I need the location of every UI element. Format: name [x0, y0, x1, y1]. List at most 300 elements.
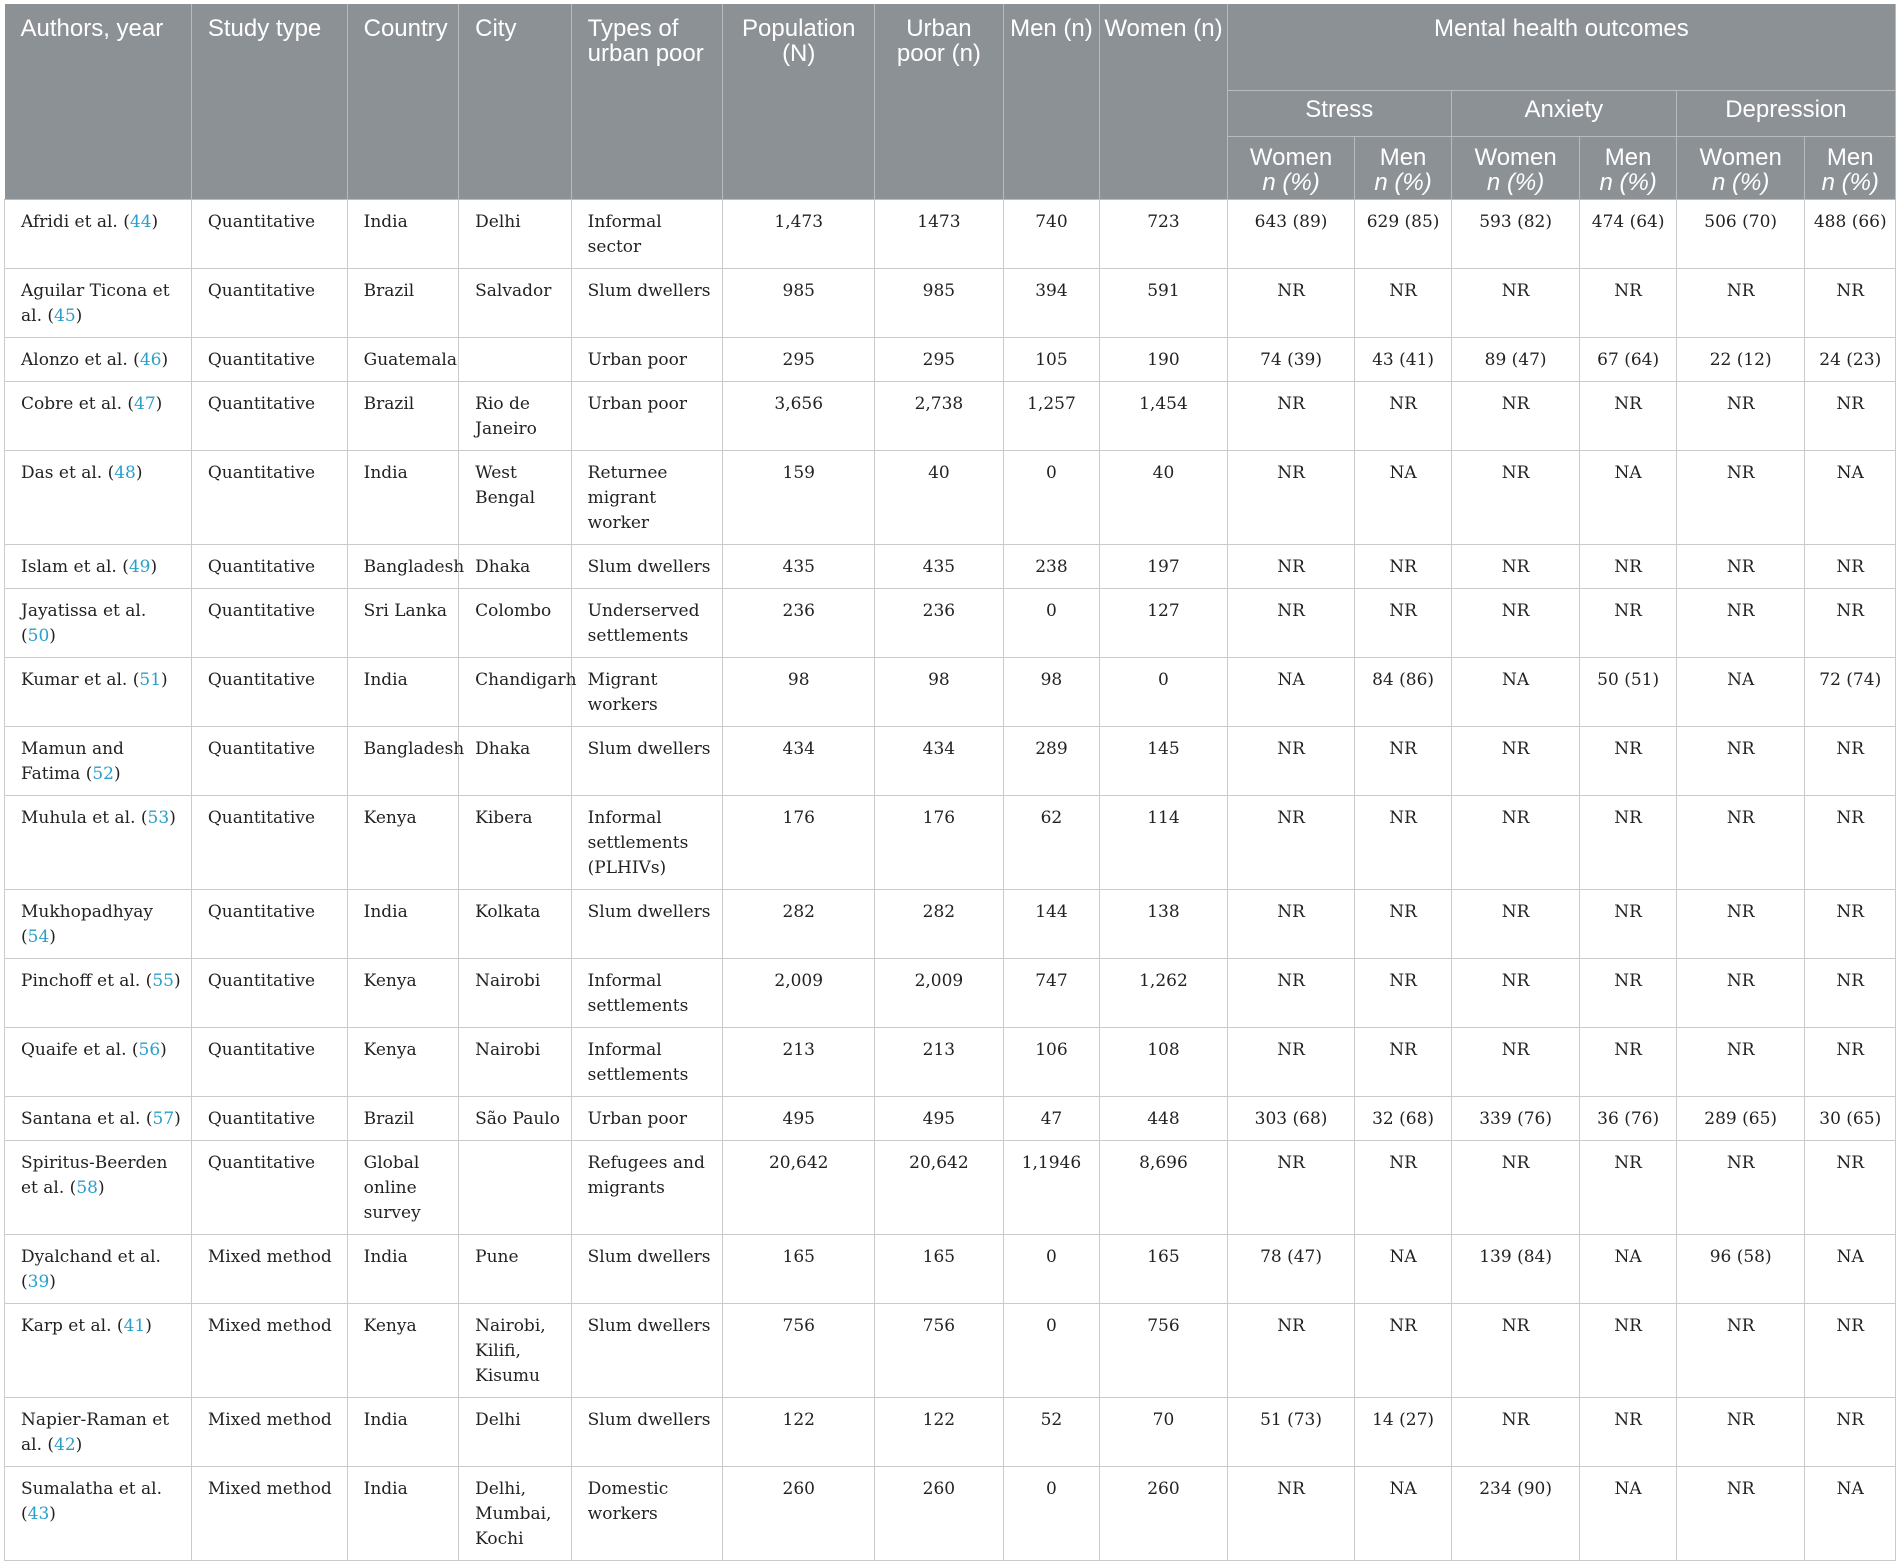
cell-author: [5, 890, 192, 959]
cell-women: 138: [1100, 890, 1228, 959]
cell-city: Kibera: [459, 796, 572, 890]
reference-link[interactable]: 49: [128, 557, 151, 577]
cell-men: 0: [1003, 1467, 1099, 1561]
cell-men: 289: [1003, 727, 1099, 796]
cell-anxiety-men: NR: [1580, 1028, 1676, 1097]
cell-author: [5, 658, 192, 727]
author-close-paren: ): [145, 1316, 152, 1336]
header-city: City: [459, 4, 572, 200]
cell-stress-women: NR: [1227, 1028, 1355, 1097]
header-stress-men: [1355, 137, 1451, 200]
cell-anxiety-women: 234 (90): [1451, 1467, 1580, 1561]
author-close-paren: ): [161, 350, 169, 370]
author-text: Afridi et al. (: [21, 212, 130, 232]
cell-author: [5, 959, 192, 1028]
header-authors: Authors, year: [5, 4, 192, 200]
cell-country: Global online survey: [347, 1141, 459, 1235]
header-depression: Depression: [1676, 91, 1895, 137]
reference-link[interactable]: 44: [129, 212, 152, 232]
cell-city: Colombo: [459, 589, 572, 658]
cell-urban-poor: 260: [875, 1467, 1004, 1561]
reference-link[interactable]: 55: [152, 971, 174, 991]
cell-anxiety-women: NR: [1451, 451, 1580, 545]
cell-women: 1,262: [1100, 959, 1228, 1028]
cell-urban-poor-type: Migrant workers: [571, 658, 723, 727]
subheader-label: Women: [1699, 144, 1782, 171]
subheader-unit: n (%): [1486, 169, 1545, 196]
reference-link[interactable]: 57: [152, 1109, 175, 1129]
cell-anxiety-men: NR: [1580, 959, 1676, 1028]
cell-stress-women: NA: [1227, 658, 1355, 727]
cell-anxiety-women: NR: [1451, 1304, 1580, 1398]
cell-anxiety-women: 89 (47): [1451, 338, 1580, 382]
cell-study-type: Mixed method: [191, 1467, 347, 1561]
cell-stress-women: NR: [1227, 1141, 1355, 1235]
header-types-urban-poor: Types of urban poor: [571, 4, 723, 200]
author-text: Cobre et al. (: [21, 394, 135, 414]
author-text: Sumalatha et al. (: [21, 1479, 163, 1524]
cell-country: Brazil: [347, 269, 459, 338]
cell-urban-poor: 282: [875, 890, 1004, 959]
cell-city: Dhaka: [459, 545, 572, 589]
cell-anxiety-men: NR: [1580, 589, 1676, 658]
author-text: Islam et al. (: [21, 557, 129, 577]
cell-anxiety-women: 339 (76): [1451, 1097, 1580, 1141]
cell-population: 3,656: [723, 382, 875, 451]
cell-urban-poor-type: Urban poor: [571, 382, 723, 451]
cell-depression-women: NR: [1676, 1028, 1805, 1097]
cell-population: 495: [723, 1097, 875, 1141]
cell-stress-women: NR: [1227, 796, 1355, 890]
cell-stress-men: NR: [1355, 1141, 1451, 1235]
table-row: [5, 589, 1896, 658]
cell-women: 8,696: [1100, 1141, 1228, 1235]
cell-author: [5, 727, 192, 796]
author-text: Muhula et al. (: [21, 808, 148, 828]
author-close-paren: ): [49, 927, 56, 947]
table-body: [5, 200, 1896, 1561]
cell-population: 122: [723, 1398, 875, 1467]
cell-urban-poor-type: Informal settlements: [571, 959, 723, 1028]
cell-city: West Bengal: [459, 451, 572, 545]
cell-stress-women: 74 (39): [1227, 338, 1355, 382]
cell-city: Delhi, Mumbai, Kochi: [459, 1467, 572, 1561]
cell-depression-women: NR: [1676, 269, 1805, 338]
reference-link[interactable]: 50: [27, 626, 50, 646]
cell-stress-men: NR: [1355, 1028, 1451, 1097]
author-close-paren: ): [169, 808, 176, 828]
cell-anxiety-women: NR: [1451, 382, 1580, 451]
subheader-label: Women: [1474, 144, 1557, 171]
author-text: Alonzo et al. (: [21, 350, 140, 370]
reference-link[interactable]: 41: [123, 1316, 146, 1336]
cell-depression-men: NA: [1805, 1235, 1896, 1304]
table-header: [5, 4, 1896, 200]
reference-link[interactable]: 56: [138, 1040, 161, 1060]
cell-author: [5, 1235, 192, 1304]
cell-depression-women: 506 (70): [1676, 200, 1805, 269]
study-characteristics-table: [4, 4, 1896, 1561]
cell-stress-men: NR: [1355, 589, 1451, 658]
cell-women: 0: [1100, 658, 1228, 727]
cell-population: 1,473: [723, 200, 875, 269]
cell-stress-women: 51 (73): [1227, 1398, 1355, 1467]
cell-city: São Paulo: [459, 1097, 572, 1141]
cell-urban-poor: 495: [875, 1097, 1004, 1141]
reference-link[interactable]: 47: [134, 394, 156, 414]
cell-urban-poor: 122: [875, 1398, 1004, 1467]
cell-stress-men: NR: [1355, 959, 1451, 1028]
cell-stress-men: NR: [1355, 727, 1451, 796]
cell-population: 260: [723, 1467, 875, 1561]
cell-anxiety-men: NR: [1580, 545, 1676, 589]
cell-urban-poor-type: Domestic workers: [571, 1467, 723, 1561]
cell-men: 98: [1003, 658, 1099, 727]
reference-link[interactable]: 52: [92, 764, 114, 784]
reference-link[interactable]: 51: [139, 670, 162, 690]
cell-men: 0: [1003, 1304, 1099, 1398]
cell-anxiety-women: NR: [1451, 796, 1580, 890]
author-text: Napier-Raman et al. (: [21, 1410, 170, 1455]
header-mental-health-outcomes: Mental health outcomes: [1227, 4, 1895, 91]
cell-country: Brazil: [347, 1097, 459, 1141]
cell-study-type: Quantitative: [191, 1097, 347, 1141]
cell-stress-men: NA: [1355, 1467, 1451, 1561]
cell-population: 213: [723, 1028, 875, 1097]
cell-city: Kolkata: [459, 890, 572, 959]
cell-anxiety-men: NA: [1580, 1467, 1676, 1561]
table-row: [5, 1398, 1896, 1467]
cell-urban-poor: 435: [875, 545, 1004, 589]
cell-study-type: Quantitative: [191, 382, 347, 451]
cell-population: 756: [723, 1304, 875, 1398]
cell-depression-women: NR: [1676, 959, 1805, 1028]
cell-city: Nairobi: [459, 959, 572, 1028]
cell-city: Delhi: [459, 200, 572, 269]
cell-city: Pune: [459, 1235, 572, 1304]
cell-women: 723: [1100, 200, 1228, 269]
cell-city: Nairobi: [459, 1028, 572, 1097]
cell-population: 434: [723, 727, 875, 796]
cell-men: 105: [1003, 338, 1099, 382]
cell-urban-poor-type: Urban poor: [571, 1097, 723, 1141]
cell-urban-poor-type: Slum dwellers: [571, 890, 723, 959]
cell-anxiety-men: NA: [1580, 451, 1676, 545]
cell-urban-poor-type: Slum dwellers: [571, 1235, 723, 1304]
cell-women: 40: [1100, 451, 1228, 545]
author-text: Jayatissa et al. (: [21, 601, 147, 646]
cell-stress-men: NA: [1355, 1235, 1451, 1304]
cell-men: 394: [1003, 269, 1099, 338]
cell-stress-women: NR: [1227, 545, 1355, 589]
subheader-unit: n (%): [1599, 169, 1657, 196]
cell-depression-women: NR: [1676, 1304, 1805, 1398]
author-close-paren: ): [97, 1178, 105, 1198]
cell-urban-poor: 236: [875, 589, 1004, 658]
cell-country: India: [347, 451, 459, 545]
cell-stress-women: NR: [1227, 269, 1355, 338]
cell-study-type: Quantitative: [191, 890, 347, 959]
cell-urban-poor: 295: [875, 338, 1004, 382]
cell-anxiety-men: NR: [1580, 727, 1676, 796]
table-row: [5, 727, 1896, 796]
cell-stress-women: NR: [1227, 727, 1355, 796]
cell-men: 1,1946: [1003, 1141, 1099, 1235]
cell-women: 260: [1100, 1467, 1228, 1561]
cell-population: 20,642: [723, 1141, 875, 1235]
cell-anxiety-men: NR: [1580, 796, 1676, 890]
author-close-paren: ): [135, 463, 143, 483]
cell-depression-men: NR: [1805, 269, 1896, 338]
author-close-paren: ): [150, 557, 158, 577]
cell-urban-poor-type: Slum dwellers: [571, 1304, 723, 1398]
author-text: Quaife et al. (: [21, 1040, 139, 1060]
cell-depression-women: NR: [1676, 451, 1805, 545]
cell-country: Kenya: [347, 959, 459, 1028]
cell-urban-poor: 40: [875, 451, 1004, 545]
cell-urban-poor-type: Slum dwellers: [571, 1398, 723, 1467]
cell-city: Delhi: [459, 1398, 572, 1467]
cell-urban-poor-type: Underserved settlements: [571, 589, 723, 658]
cell-depression-men: NR: [1805, 545, 1896, 589]
reference-link[interactable]: 42: [54, 1435, 76, 1455]
table-row: [5, 890, 1896, 959]
cell-author: [5, 796, 192, 890]
author-text: Karp et al. (: [21, 1316, 124, 1336]
header-men: Men (n): [1003, 4, 1099, 200]
cell-urban-poor: 756: [875, 1304, 1004, 1398]
reference-link[interactable]: 48: [114, 463, 136, 483]
author-text: Spiritus-Beerden et al. (: [21, 1153, 168, 1198]
cell-urban-poor-type: Informal settlements (PLHIVs): [571, 796, 723, 890]
cell-women: 127: [1100, 589, 1228, 658]
cell-study-type: Quantitative: [191, 545, 347, 589]
cell-city: [459, 1141, 572, 1235]
cell-urban-poor-type: Returnee migrant worker: [571, 451, 723, 545]
cell-population: 985: [723, 269, 875, 338]
cell-urban-poor: 165: [875, 1235, 1004, 1304]
cell-study-type: Mixed method: [191, 1398, 347, 1467]
header-population: Population (N): [723, 4, 875, 200]
cell-author: [5, 200, 192, 269]
header-depression-women: [1676, 137, 1805, 200]
cell-population: 236: [723, 589, 875, 658]
cell-women: 145: [1100, 727, 1228, 796]
cell-study-type: Quantitative: [191, 1141, 347, 1235]
cell-men: 747: [1003, 959, 1099, 1028]
reference-link[interactable]: 46: [139, 350, 162, 370]
cell-anxiety-women: 593 (82): [1451, 200, 1580, 269]
cell-anxiety-women: NR: [1451, 545, 1580, 589]
author-close-paren: ): [174, 1109, 181, 1129]
cell-country: Kenya: [347, 1028, 459, 1097]
cell-anxiety-men: 67 (64): [1580, 338, 1676, 382]
cell-urban-poor: 2,009: [875, 959, 1004, 1028]
table-row: [5, 1304, 1896, 1398]
cell-country: India: [347, 658, 459, 727]
cell-depression-men: NR: [1805, 1028, 1896, 1097]
author-close-paren: ): [113, 764, 121, 784]
reference-link[interactable]: 45: [54, 306, 76, 326]
cell-stress-women: 303 (68): [1227, 1097, 1355, 1141]
cell-city: Chandigarh: [459, 658, 572, 727]
cell-stress-men: 43 (41): [1355, 338, 1451, 382]
cell-depression-women: NR: [1676, 796, 1805, 890]
header-stress-women: [1227, 137, 1355, 200]
cell-anxiety-men: NR: [1580, 269, 1676, 338]
header-women: Women (n): [1100, 4, 1228, 200]
cell-women: 190: [1100, 338, 1228, 382]
cell-country: India: [347, 200, 459, 269]
header-anxiety-men: [1580, 137, 1676, 200]
header-anxiety-women: [1451, 137, 1580, 200]
cell-study-type: Quantitative: [191, 200, 347, 269]
author-close-paren: ): [173, 971, 181, 991]
cell-anxiety-women: 139 (84): [1451, 1235, 1580, 1304]
author-text: Das et al. (: [21, 463, 115, 483]
cell-urban-poor-type: Informal sector: [571, 200, 723, 269]
cell-urban-poor-type: Slum dwellers: [571, 545, 723, 589]
cell-stress-men: 14 (27): [1355, 1398, 1451, 1467]
cell-study-type: Quantitative: [191, 658, 347, 727]
author-close-paren: ): [151, 212, 159, 232]
cell-urban-poor-type: Refugees and migrants: [571, 1141, 723, 1235]
author-text: Kumar et al. (: [21, 670, 140, 690]
cell-depression-women: NR: [1676, 545, 1805, 589]
cell-study-type: Quantitative: [191, 959, 347, 1028]
cell-country: Bangladesh: [347, 727, 459, 796]
cell-author: [5, 589, 192, 658]
cell-urban-poor: 2,738: [875, 382, 1004, 451]
table-row: [5, 200, 1896, 269]
author-text: Dyalchand et al. (: [21, 1247, 161, 1292]
cell-author: [5, 1304, 192, 1398]
cell-women: 70: [1100, 1398, 1228, 1467]
cell-women: 1,454: [1100, 382, 1228, 451]
cell-stress-women: NR: [1227, 451, 1355, 545]
cell-country: India: [347, 1235, 459, 1304]
cell-depression-men: NR: [1805, 727, 1896, 796]
reference-link[interactable]: 58: [76, 1178, 98, 1198]
reference-link[interactable]: 39: [27, 1272, 50, 1292]
cell-depression-women: 96 (58): [1676, 1235, 1805, 1304]
cell-country: India: [347, 890, 459, 959]
cell-men: 238: [1003, 545, 1099, 589]
cell-women: 197: [1100, 545, 1228, 589]
cell-anxiety-women: NR: [1451, 269, 1580, 338]
cell-stress-men: NR: [1355, 545, 1451, 589]
cell-anxiety-women: NR: [1451, 1141, 1580, 1235]
cell-depression-men: NR: [1805, 382, 1896, 451]
cell-population: 165: [723, 1235, 875, 1304]
cell-country: Sri Lanka: [347, 589, 459, 658]
cell-stress-men: 84 (86): [1355, 658, 1451, 727]
cell-men: 47: [1003, 1097, 1099, 1141]
table-row: [5, 382, 1896, 451]
cell-men: 0: [1003, 1235, 1099, 1304]
cell-urban-poor: 98: [875, 658, 1004, 727]
author-close-paren: ): [49, 1504, 56, 1524]
cell-country: Kenya: [347, 1304, 459, 1398]
cell-city: Nairobi, Kilifi, Kisumu: [459, 1304, 572, 1398]
table-row: [5, 451, 1896, 545]
table-row: [5, 1235, 1896, 1304]
author-close-paren: ): [49, 1272, 56, 1292]
cell-anxiety-women: NR: [1451, 890, 1580, 959]
cell-city: [459, 338, 572, 382]
cell-men: 0: [1003, 451, 1099, 545]
cell-study-type: Mixed method: [191, 1235, 347, 1304]
cell-depression-women: NR: [1676, 727, 1805, 796]
cell-urban-poor: 176: [875, 796, 1004, 890]
cell-men: 62: [1003, 796, 1099, 890]
header-study-type: Study type: [191, 4, 347, 200]
reference-link[interactable]: 54: [27, 927, 50, 947]
cell-depression-men: NR: [1805, 959, 1896, 1028]
cell-urban-poor-type: Slum dwellers: [571, 727, 723, 796]
cell-study-type: Quantitative: [191, 727, 347, 796]
cell-depression-men: NR: [1805, 1304, 1896, 1398]
cell-men: 740: [1003, 200, 1099, 269]
reference-link[interactable]: 53: [147, 808, 170, 828]
cell-author: [5, 338, 192, 382]
cell-anxiety-women: NR: [1451, 959, 1580, 1028]
header-depression-men: [1805, 137, 1896, 200]
cell-anxiety-men: NA: [1580, 1235, 1676, 1304]
author-text: Mukhopadhyay (: [21, 902, 154, 947]
cell-study-type: Quantitative: [191, 589, 347, 658]
table-row: [5, 269, 1896, 338]
cell-study-type: Quantitative: [191, 1028, 347, 1097]
cell-population: 2,009: [723, 959, 875, 1028]
cell-country: Kenya: [347, 796, 459, 890]
cell-women: 448: [1100, 1097, 1228, 1141]
table-row: [5, 959, 1896, 1028]
cell-anxiety-women: NR: [1451, 1398, 1580, 1467]
cell-depression-men: 30 (65): [1805, 1097, 1896, 1141]
cell-stress-women: 643 (89): [1227, 200, 1355, 269]
cell-stress-men: 629 (85): [1355, 200, 1451, 269]
cell-urban-poor-type: Slum dwellers: [571, 269, 723, 338]
cell-anxiety-women: NA: [1451, 658, 1580, 727]
table-row: [5, 658, 1896, 727]
cell-anxiety-men: NR: [1580, 1398, 1676, 1467]
cell-stress-men: NR: [1355, 382, 1451, 451]
cell-author: [5, 382, 192, 451]
cell-women: 591: [1100, 269, 1228, 338]
cell-anxiety-men: NR: [1580, 1141, 1676, 1235]
subheader-unit: n (%): [1262, 169, 1320, 196]
cell-author: [5, 1097, 192, 1141]
cell-depression-men: 24 (23): [1805, 338, 1896, 382]
cell-men: 0: [1003, 589, 1099, 658]
cell-population: 435: [723, 545, 875, 589]
cell-men: 1,257: [1003, 382, 1099, 451]
subheader-unit: n (%): [1711, 169, 1770, 196]
cell-depression-women: NA: [1676, 658, 1805, 727]
cell-stress-men: NA: [1355, 451, 1451, 545]
table-row: [5, 796, 1896, 890]
cell-stress-men: NR: [1355, 796, 1451, 890]
cell-depression-women: NR: [1676, 589, 1805, 658]
cell-depression-women: NR: [1676, 1467, 1805, 1561]
cell-depression-men: NR: [1805, 1398, 1896, 1467]
subheader-unit: n (%): [1821, 169, 1879, 196]
reference-link[interactable]: 43: [27, 1504, 50, 1524]
header-stress: Stress: [1227, 91, 1451, 137]
cell-anxiety-men: 36 (76): [1580, 1097, 1676, 1141]
cell-stress-women: NR: [1227, 382, 1355, 451]
